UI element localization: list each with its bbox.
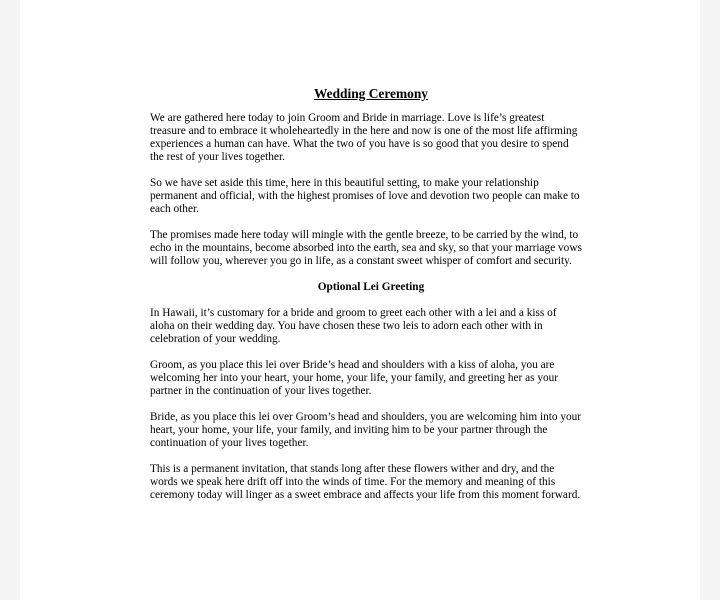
paragraph-lei-2: Groom, as you place this lei over Bride’s head and shoulders with a kiss of aloha, you are welcoming her into your heart, your home, your life, your family, and greeting her as your partner in the continuation of your lives together. — [150, 359, 559, 397]
document-title: Wedding Ceremony — [314, 86, 428, 101]
paragraph-intro-1: We are gathered here today to join Groom and Bride in marriage. Love is life’s greatest treasure and to embrace it wholeheartedly in the here and now is one of the most life affirming experiences a human can have. What the two of you have is so good that you desire to spend the rest of your lives together. — [150, 112, 578, 163]
paragraph-lei-4: This is a permanent invitation, that stands long after these flowers wither and dry, and the words we speak here drift off into the winds of time. For the memory and meaning of this ceremony today will linger as a sweet embrace and affects your life from this moment forward. — [150, 463, 581, 501]
document-body — [150, 86, 582, 515]
paragraph-intro-3: The promises made here today will mingle with the gentle breeze, to be carried by the wind, to echo in the mountains, become absorbed into the earth, sea and sky, so that your marriage vows will follow you, wherever you go in life, as a constant sweet whisper of comfort and security. — [150, 229, 582, 267]
paragraph-lei-1: In Hawaii, it’s customary for a bride and groom to greet each other with a lei and a kiss of aloha on their wedding day. You have chosen these two leis to adorn each other with in celebration of your wedding. — [150, 307, 557, 345]
section-heading-lei-greeting: Optional Lei Greeting — [317, 281, 425, 293]
paragraph-intro-2: So we have set aside this time, here in this beautiful setting, to make your relationship permanent and official, with the highest promises of love and devotion two people can make to each other. — [150, 177, 580, 215]
document-page — [20, 0, 700, 600]
paragraph-lei-3: Bride, as you place this lei over Groom’s head and shoulders, you are welcoming him into your heart, your home, your life, your family, and inviting him to be your partner through the continuation of your lives together. — [150, 411, 582, 449]
